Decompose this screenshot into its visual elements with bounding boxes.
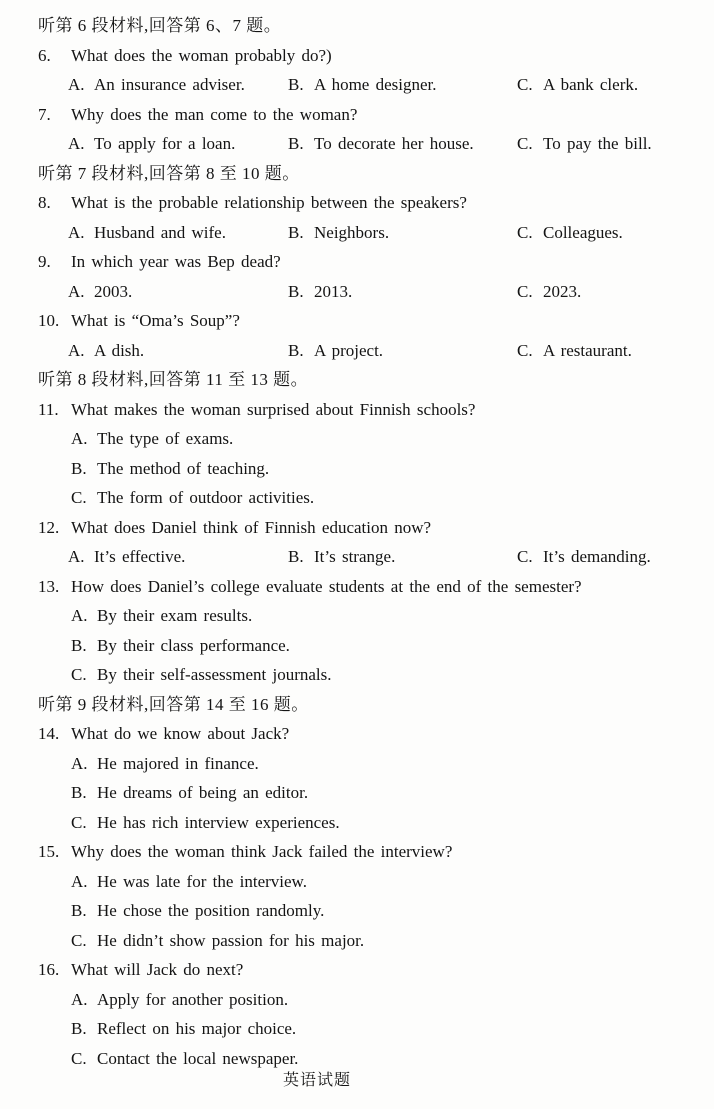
option — [38, 1014, 706, 1044]
question-row — [38, 41, 706, 71]
option-text: It’s demanding. — [543, 547, 651, 566]
section-instruction: 听第 9 段材料,回答第 14 至 16 题。 — [38, 694, 309, 714]
section-instruction: 听第 7 段材料,回答第 8 至 10 题。 — [38, 163, 300, 183]
option-label: A. — [71, 429, 88, 448]
option-label: B. — [288, 75, 304, 94]
option-label: B. — [288, 547, 304, 566]
option-text: A restaurant. — [543, 340, 632, 360]
option — [288, 542, 517, 572]
question-number: 15. — [38, 842, 60, 861]
question-number: 7. — [38, 104, 51, 124]
question-text: What do we know about Jack? — [71, 724, 290, 743]
option-label: B. — [288, 281, 304, 301]
option-label: B. — [288, 222, 304, 242]
question-text: What will Jack do next? — [71, 960, 244, 979]
option-label: A. — [68, 281, 85, 301]
option-label: A. — [68, 222, 85, 242]
option — [68, 542, 288, 572]
option-label: A. — [71, 871, 88, 891]
option-label: C. — [71, 488, 87, 507]
option — [38, 985, 706, 1015]
option-text: Husband and wife. — [94, 222, 226, 242]
option-text: The form of outdoor activities. — [97, 488, 315, 507]
question-number: 9. — [38, 252, 51, 271]
option-text: He dreams of being an editor. — [97, 783, 309, 802]
question-row — [38, 395, 706, 425]
option-label: B. — [71, 783, 87, 802]
section-instruction: 听第 8 段材料,回答第 11 至 13 题。 — [38, 370, 309, 389]
option-text: Reflect on his major choice. — [97, 1019, 297, 1038]
option — [38, 424, 706, 454]
option-text: An insurance adviser. — [94, 75, 245, 94]
options-row — [38, 336, 706, 366]
options-row — [38, 542, 706, 572]
option-label: C. — [517, 222, 533, 242]
option — [517, 129, 706, 159]
option — [38, 483, 706, 513]
option-label: A. — [68, 547, 85, 566]
option-text: He was late for the interview. — [97, 871, 307, 891]
question-number: 10. — [38, 311, 60, 330]
option — [288, 129, 517, 159]
question-text: What makes the woman surprised about Finnish schools? — [71, 399, 476, 419]
option-label: B. — [71, 635, 87, 655]
option-text: The method of teaching. — [97, 458, 270, 478]
question-text: What does the woman probably do?) — [71, 45, 332, 65]
option-text: Contact the local newspaper. — [97, 1048, 299, 1068]
option-label: B. — [71, 458, 87, 478]
question-number: 8. — [38, 193, 51, 212]
option-label: C. — [71, 812, 87, 832]
section-instruction: 听第 6 段材料,回答第 6、7 题。 — [38, 16, 282, 35]
option — [517, 542, 706, 572]
question-number: 11. — [38, 399, 59, 419]
option-label: A. — [71, 989, 88, 1009]
question-row — [38, 247, 706, 277]
option — [68, 129, 288, 159]
option-label: B. — [71, 1019, 87, 1038]
option — [68, 218, 288, 248]
option-text: It’s effective. — [94, 547, 186, 566]
question-number: 14. — [38, 724, 60, 743]
option-text: A home designer. — [314, 75, 437, 94]
question-row — [38, 100, 706, 130]
option-text: 2003. — [94, 281, 133, 301]
options-row — [38, 218, 706, 248]
option-text: It’s strange. — [314, 547, 396, 566]
option — [38, 867, 706, 897]
option-text: To pay the bill. — [543, 134, 652, 153]
option-text: A bank clerk. — [543, 75, 639, 94]
option-text: He has rich interview experiences. — [97, 812, 340, 832]
question-text: Why does the man come to the woman? — [71, 104, 358, 124]
option-label: C. — [71, 1048, 87, 1068]
option — [517, 218, 706, 248]
question-text: What is “Oma’s Soup”? — [71, 311, 240, 330]
option — [38, 808, 706, 838]
option-label: C. — [517, 547, 533, 566]
option — [68, 70, 288, 100]
option — [38, 749, 706, 779]
option — [288, 277, 517, 307]
option-text: 2023. — [543, 281, 582, 301]
question-number: 13. — [38, 576, 60, 596]
question-text: What does Daniel think of Finnish education now? — [71, 517, 432, 537]
option-text: He didn’t show passion for his major. — [97, 930, 365, 950]
option-label: C. — [517, 340, 533, 360]
option-text: By their class performance. — [97, 635, 290, 655]
options-row — [38, 129, 706, 159]
question-number: 16. — [38, 960, 60, 979]
option — [517, 336, 706, 366]
option-label: C. — [71, 930, 87, 950]
option-label: A. — [71, 753, 88, 773]
question-text: How does Daniel’s college evaluate students at the end of the semester? — [71, 576, 582, 596]
question-text: What is the probable relationship between the speakers? — [71, 193, 467, 212]
question-row — [38, 837, 706, 867]
option — [517, 277, 706, 307]
option — [38, 660, 706, 690]
option-label: C. — [71, 665, 87, 684]
option — [38, 631, 706, 661]
option-text: A dish. — [94, 340, 145, 360]
option — [517, 70, 706, 100]
option-label: B. — [71, 901, 87, 920]
question-row — [38, 306, 706, 336]
question-text: Why does the woman think Jack failed the interview? — [71, 842, 453, 861]
option — [288, 218, 517, 248]
option-text: He chose the position randomly. — [97, 901, 325, 920]
exam-content — [38, 11, 706, 1073]
question-row — [38, 572, 706, 602]
question-row — [38, 513, 706, 543]
option-text: To decorate her house. — [314, 134, 474, 153]
option-text: The type of exams. — [97, 429, 234, 448]
option-text: 2013. — [314, 281, 353, 301]
option-text: By their self-assessment journals. — [97, 665, 332, 684]
option — [38, 454, 706, 484]
question-row — [38, 719, 706, 749]
option-label: C. — [517, 75, 533, 94]
option-label: A. — [71, 606, 88, 625]
question-row — [38, 955, 706, 985]
option-text: Neighbors. — [314, 222, 390, 242]
option-label: C. — [517, 281, 533, 301]
page-footer: 英语试题 — [283, 1072, 352, 1089]
option — [38, 926, 706, 956]
option — [68, 277, 288, 307]
option-text: A project. — [314, 340, 384, 360]
option-label: A. — [68, 134, 85, 153]
option — [38, 601, 706, 631]
question-text: In which year was Bep dead? — [71, 252, 281, 271]
option-label: C. — [517, 134, 533, 153]
option — [288, 336, 517, 366]
option-text: Colleagues. — [543, 222, 623, 242]
question-row — [38, 188, 706, 218]
option-text: To apply for a loan. — [94, 134, 236, 153]
option — [288, 70, 517, 100]
options-row — [38, 277, 706, 307]
option-label: A. — [68, 75, 85, 94]
option-text: He majored in finance. — [97, 753, 259, 773]
question-number: 6. — [38, 45, 51, 65]
option-label: B. — [288, 340, 304, 360]
option — [38, 896, 706, 926]
option-text: Apply for another position. — [97, 989, 289, 1009]
option-label: B. — [288, 134, 304, 153]
question-number: 12. — [38, 517, 60, 537]
option — [68, 336, 288, 366]
option-text: By their exam results. — [97, 606, 253, 625]
option-label: A. — [68, 340, 85, 360]
options-row — [38, 70, 706, 100]
option — [38, 778, 706, 808]
